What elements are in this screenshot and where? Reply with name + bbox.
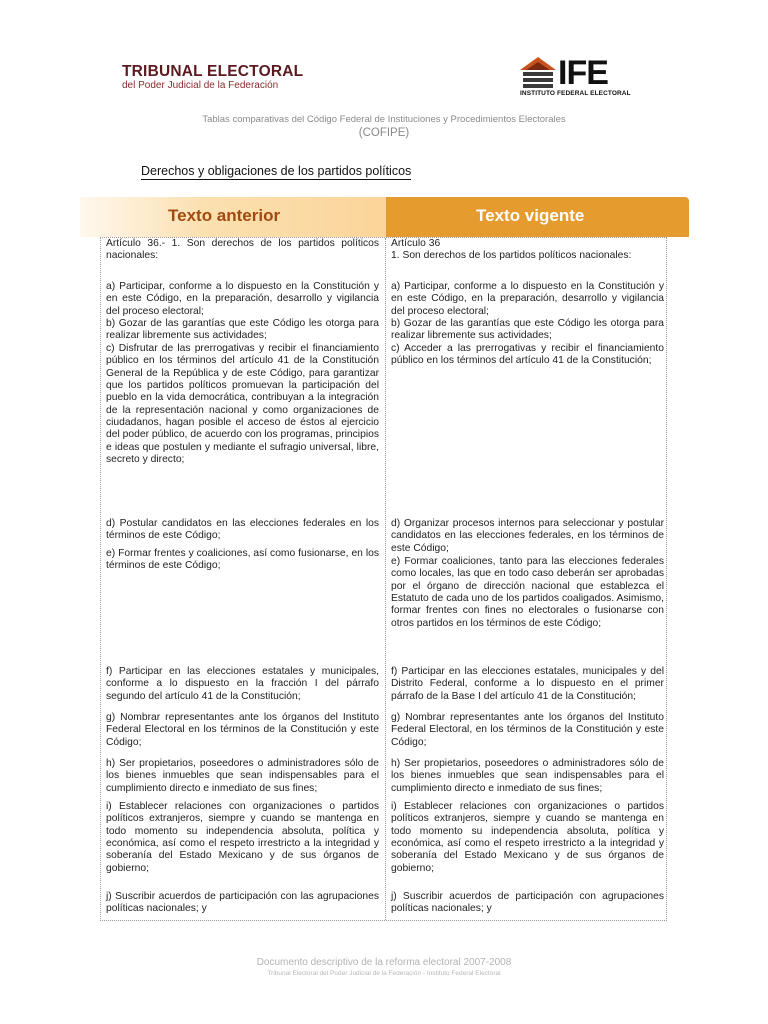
left-clause-d: d) Postular candidatos en las elecciones federales en los términos de este Código; bbox=[106, 518, 379, 542]
tribunal-subtitle: del Poder Judicial de la Federación bbox=[122, 80, 279, 91]
right-clause-b: b) Gozar de las garantías que este Código les otorga para realizar libremente sus actividades; bbox=[391, 318, 664, 342]
document-subtitle: Tablas comparativas del Código Federal de Instituciones y Procedimientos Electorales bbox=[202, 114, 566, 125]
left-clause-g: g) Nombrar representantes ante los órganos del Instituto Federal Electoral en los términos de la Constitución y este Código; bbox=[106, 712, 379, 748]
right-clause-e: e) Formar coaliciones, tanto para las elecciones federales como locales, las que en todo caso deberán ser aprobadas por el órgano de dirección nacional que establezca el Estatuto de cada uno de los partidos coaligados. Asimismo, formar frentes con fines no electorales o fusionarse con otros partidos en los términos de este Código; bbox=[391, 556, 664, 629]
left-clause-i: i) Establecer relaciones con organizaciones o partidos políticos extranjeros, siempre y cuando se mantenga en todo momento su independencia absoluta, política y económica, así como el respeto irrestricto a la integridad y soberanía del Estado Mexicano y de sus órganos de gobierno; bbox=[106, 801, 379, 874]
column-divider bbox=[385, 238, 386, 920]
footer-credits: Tribunal Electoral del Poder Judicial de la Federación - Instituto Federal Electoral bbox=[267, 970, 501, 977]
left-clause-e: e) Formar frentes y coaliciones, así como fusionarse, en los términos de este Código; bbox=[106, 548, 379, 572]
tribunal-logo bbox=[122, 64, 303, 91]
right-clause-c: c) Acceder a las prerrogativas y recibir el financiamiento público en los términos del artículo 41 de la Constitución; bbox=[391, 343, 664, 367]
left-clause-a: a) Participar, conforme a lo dispuesto en la Constitución y en este Código, en la preparación, desarrollo y vigilancia del proceso electoral; bbox=[106, 281, 379, 317]
right-clause-d: d) Organizar procesos internos para seleccionar y postular candidatos en las elecciones federales, en los términos de este Código; bbox=[391, 518, 664, 554]
tribunal-title: TRIBUNAL ELECTORAL bbox=[122, 63, 304, 80]
ife-subtitle: INSTITUTO FEDERAL ELECTORAL bbox=[520, 90, 631, 97]
column-header-previous-label: Texto anterior bbox=[168, 206, 281, 225]
right-clause-a: a) Participar, conforme a lo dispuesto en la Constitución y en este Código, en la preparación, desarrollo y vigilancia del proceso electoral; bbox=[391, 281, 664, 317]
right-article-heading: Artículo 36 1. Son derechos de los partidos políticos nacionales: bbox=[391, 238, 632, 262]
document-acronym: (COFIPE) bbox=[358, 127, 410, 139]
left-article-heading: Artículo 36.- 1. Son derechos de los partidos políticos nacionales: bbox=[106, 238, 379, 262]
comparison-table bbox=[100, 237, 667, 921]
right-clause-j: j) Suscribir acuerdos de participación con agrupaciones políticas nacionales; y bbox=[391, 891, 664, 915]
ife-wordmark: IFE bbox=[558, 54, 608, 92]
ife-emblem-icon bbox=[518, 54, 558, 90]
right-clause-f: f) Participar en las elecciones estatales, municipales y del Distrito Federal, conforme a lo dispuesto en el primer párrafo de la Base I del artículo 41 de la Constitución; bbox=[391, 666, 664, 702]
left-clause-b: b) Gozar de las garantías que este Código les otorga para realizar libremente sus actividades; bbox=[106, 318, 379, 342]
right-clause-g: g) Nombrar representantes ante los órganos del Instituto Federal Electoral, en los términos de la Constitución y este Código; bbox=[391, 712, 664, 748]
left-clause-c: c) Disfrutar de las prerrogativas y recibir el financiamiento público en los términos del artículo 41 de la Constitución General de la República y de este Código, para garantizar que los partidos políticos promuevan la participación del pueblo en la vida democrática, contribuyan a la integración de la representación nacional y como organizaciones de ciudadanos, hagan posible el acceso de éstos al ejercicio del poder público, de acuerdo con los programas, principios e ideas que postulen y mediante el sufragio universal, libre, secreto y directo; bbox=[106, 343, 379, 466]
column-header-current bbox=[386, 197, 689, 237]
right-clause-h: h) Ser propietarios, poseedores o administradores sólo de los bienes inmuebles que sean indispensables para el cumplimiento directo e inmediato de sus fines; bbox=[391, 758, 664, 794]
table-header bbox=[80, 197, 689, 237]
column-header-previous bbox=[80, 197, 386, 237]
section-title: Derechos y obligaciones de los partidos políticos bbox=[141, 164, 412, 178]
left-clause-f: f) Participar en las elecciones estatales y municipales, conforme a lo dispuesto en la fracción I del párrafo segundo del artículo 41 de la Constitución; bbox=[106, 666, 379, 702]
right-clause-i: i) Establecer relaciones con organizaciones o partidos políticos extranjeros, siempre y cuando se mantenga en todo momento su independencia absoluta, política y económica, así como el respeto irrestricto a la integridad y soberanía del Estado Mexicano y de sus órganos de gobierno; bbox=[391, 801, 664, 874]
footer-title: Documento descriptivo de la reforma electoral 2007-2008 bbox=[256, 957, 512, 968]
column-header-current-label: Texto vigente bbox=[476, 206, 585, 225]
left-clause-j: j) Suscribir acuerdos de participación con las agrupaciones políticas nacionales; y bbox=[106, 891, 379, 915]
left-clause-h: h) Ser propietarios, poseedores o administradores sólo de los bienes inmuebles que sean indispensables para el cumplimiento directo e inmediato de sus fines; bbox=[106, 758, 379, 794]
ife-logo bbox=[518, 54, 648, 102]
